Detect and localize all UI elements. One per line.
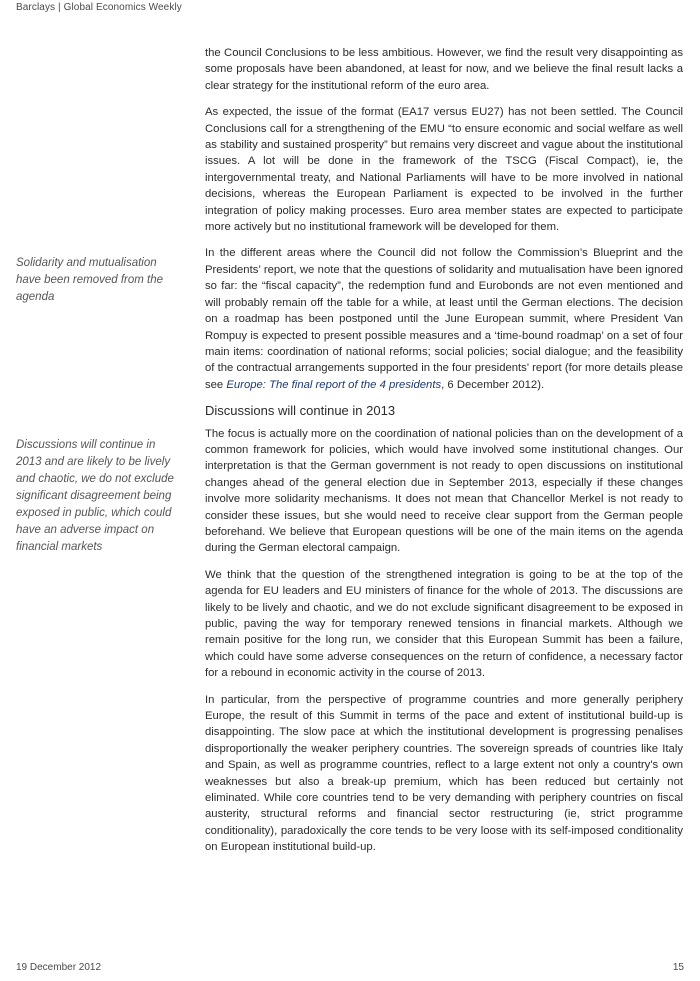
paragraph bbox=[205, 245, 683, 393]
footer-date: 19 December 2012 bbox=[16, 962, 102, 973]
sidenote-solidarity: Solidarity and mutualisation have been removed from the agenda bbox=[16, 257, 164, 303]
paragraph-text: , 6 December 2012). bbox=[441, 378, 545, 391]
sidenote-discussions: Discussions will continue in 2013 and are likely to be lively and chaotic, we do not exclude significant disagreement being exposed in public, which could have an adverse impact on financial markets bbox=[16, 439, 174, 553]
paragraph: the Council Conclusions to be less ambitious. However, we find the result very disappointing as some proposals have been abandoned, at least for now, and we believe the final result lacks a clear strategy for the institutional reform of the euro area. bbox=[205, 47, 683, 92]
paragraph-text: In the different areas where the Council did not follow the Commission’s Blueprint and the Presidents’ report, we note that the questions of solidarity and mutualisation have been ignored so far: the “fiscal capacity”, the redemption fund and Eurobonds are not even mentioned and will probably remain off the table for a while, at least until the German elections. The decision on a roadmap has been postponed until the June European summit, where President Van Rompuy is expected to present possible measures and a ‘time-bound roadmap’ on a set of four main items: coordination of national reforms; social policies; social dialogue; and the feasibility of the contractual arrangements supported in the four presidents' report (for more details please see bbox=[205, 247, 683, 391]
running-header: Barclays | Global Economics Weekly bbox=[16, 2, 182, 13]
paragraph: We think that the question of the strengthened integration is going to be at the top of the agenda for EU leaders and EU ministers of finance for the whole of 2013. The discussions are likely to be lively and chaotic, and we do not exclude significant disagreement to be exposed in public, paving the way for temporary renewed tensions in financial markets. Although we remain positive for the long run, we consider that this European Summit has been a failure, which could have some adverse consequences on the return of confidence, a necessary factor for a rebound in economic activity in the course of 2013. bbox=[205, 568, 683, 680]
article-body bbox=[205, 45, 683, 866]
page-number: 15 bbox=[672, 962, 684, 973]
paragraph: In particular, from the perspective of programme countries and more generally periphery Europe, the result of this Summit in terms of the pace and extent of institutional build-up is disappointing. The slow pace at which the institutional development is progressing penalises disproportionally the weaker periphery countries. The sovereign spreads of countries like Italy and Spain, as well as programme countries, reflect to a large extent not only a country's own weaknesses but also a break-up premium, which has been reduced but certainly not eliminated. While core countries tend to be very demanding with periphery countries on fiscal austerity, structural reforms and financial sector restructuring (ie, strict programme conditionality), paradoxically the core tends to be very loose with its self-imposed conditionality on European institutional build-up. bbox=[205, 693, 683, 854]
section-heading: Discussions will continue in 2013 bbox=[205, 403, 396, 419]
report-link[interactable]: Europe: The final report of the 4 presidents bbox=[226, 378, 442, 391]
paragraph: The focus is actually more on the coordination of national policies than on the development of a common framework for policies, which would have involved some institutional changes. Our interpretation is that the German government is not ready to open discussions on institutional changes ahead of the general election due in September 2013, especially if these changes involve more solidarity mechanisms. It does not mean that Chancellor Merkel is not ready to consider these issues, but she would need to receive clear support from the German people beforehand. We believe that European questions will be one of the main items on the agenda during the German electoral campaign. bbox=[205, 427, 683, 555]
paragraph: As expected, the issue of the format (EA17 versus EU27) has not been settled. The Council Conclusions call for a strengthening of the EMU “to ensure economic and social welfare as well as stability and sustained prosperity” but remains very discreet and vague about the institutional issues. A lot will be done in the framework of the TSCG (Fiscal Compact), ie, the intergovernmental treaty, and National Parliaments will have to be more involved in national decisions, whereas the European Parliament is expected to be involved in the further integration of policy making processes. Euro area member states are expected to participate more actively but no institutional framework will be developed for them. bbox=[205, 106, 683, 234]
